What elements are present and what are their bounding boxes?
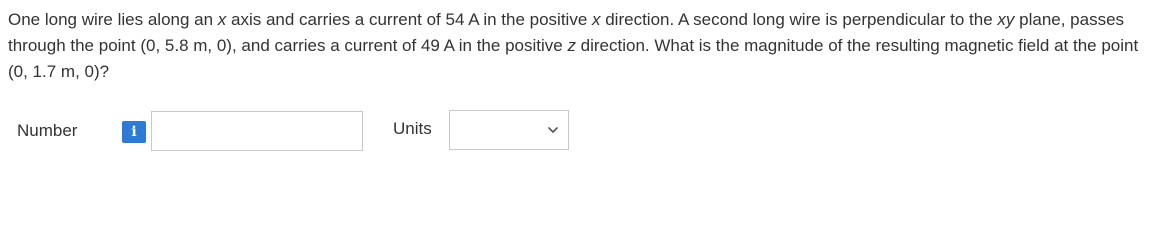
question-part: direction. What is the magnitude of the resulting magnetic field at the point (0, 1.7 m, 0)? — [8, 36, 1139, 81]
info-icon[interactable]: i — [122, 121, 146, 143]
question-variable-x: x — [217, 10, 227, 29]
question-variable-x: x — [592, 10, 601, 29]
chevron-down-icon — [547, 124, 559, 136]
question-variable-z: z — [567, 36, 576, 55]
question-variable-xy: xy — [997, 10, 1015, 29]
number-input[interactable] — [151, 111, 363, 151]
units-label: Units — [393, 119, 432, 138]
number-label: Number — [17, 121, 78, 140]
question-part: plane, passes through the point (0, 5.8 m, 0), and carries a current of 49 A in the positive — [8, 10, 1125, 55]
question-text — [8, 7, 1160, 85]
units-select[interactable] — [449, 110, 569, 150]
answer-row — [0, 108, 1167, 154]
question-part: One long wire lies along an — [8, 10, 218, 29]
question-part: axis and carries a current of 54 A in the positive — [226, 10, 592, 29]
question-part: direction. A second long wire is perpendicular to the — [600, 10, 998, 29]
